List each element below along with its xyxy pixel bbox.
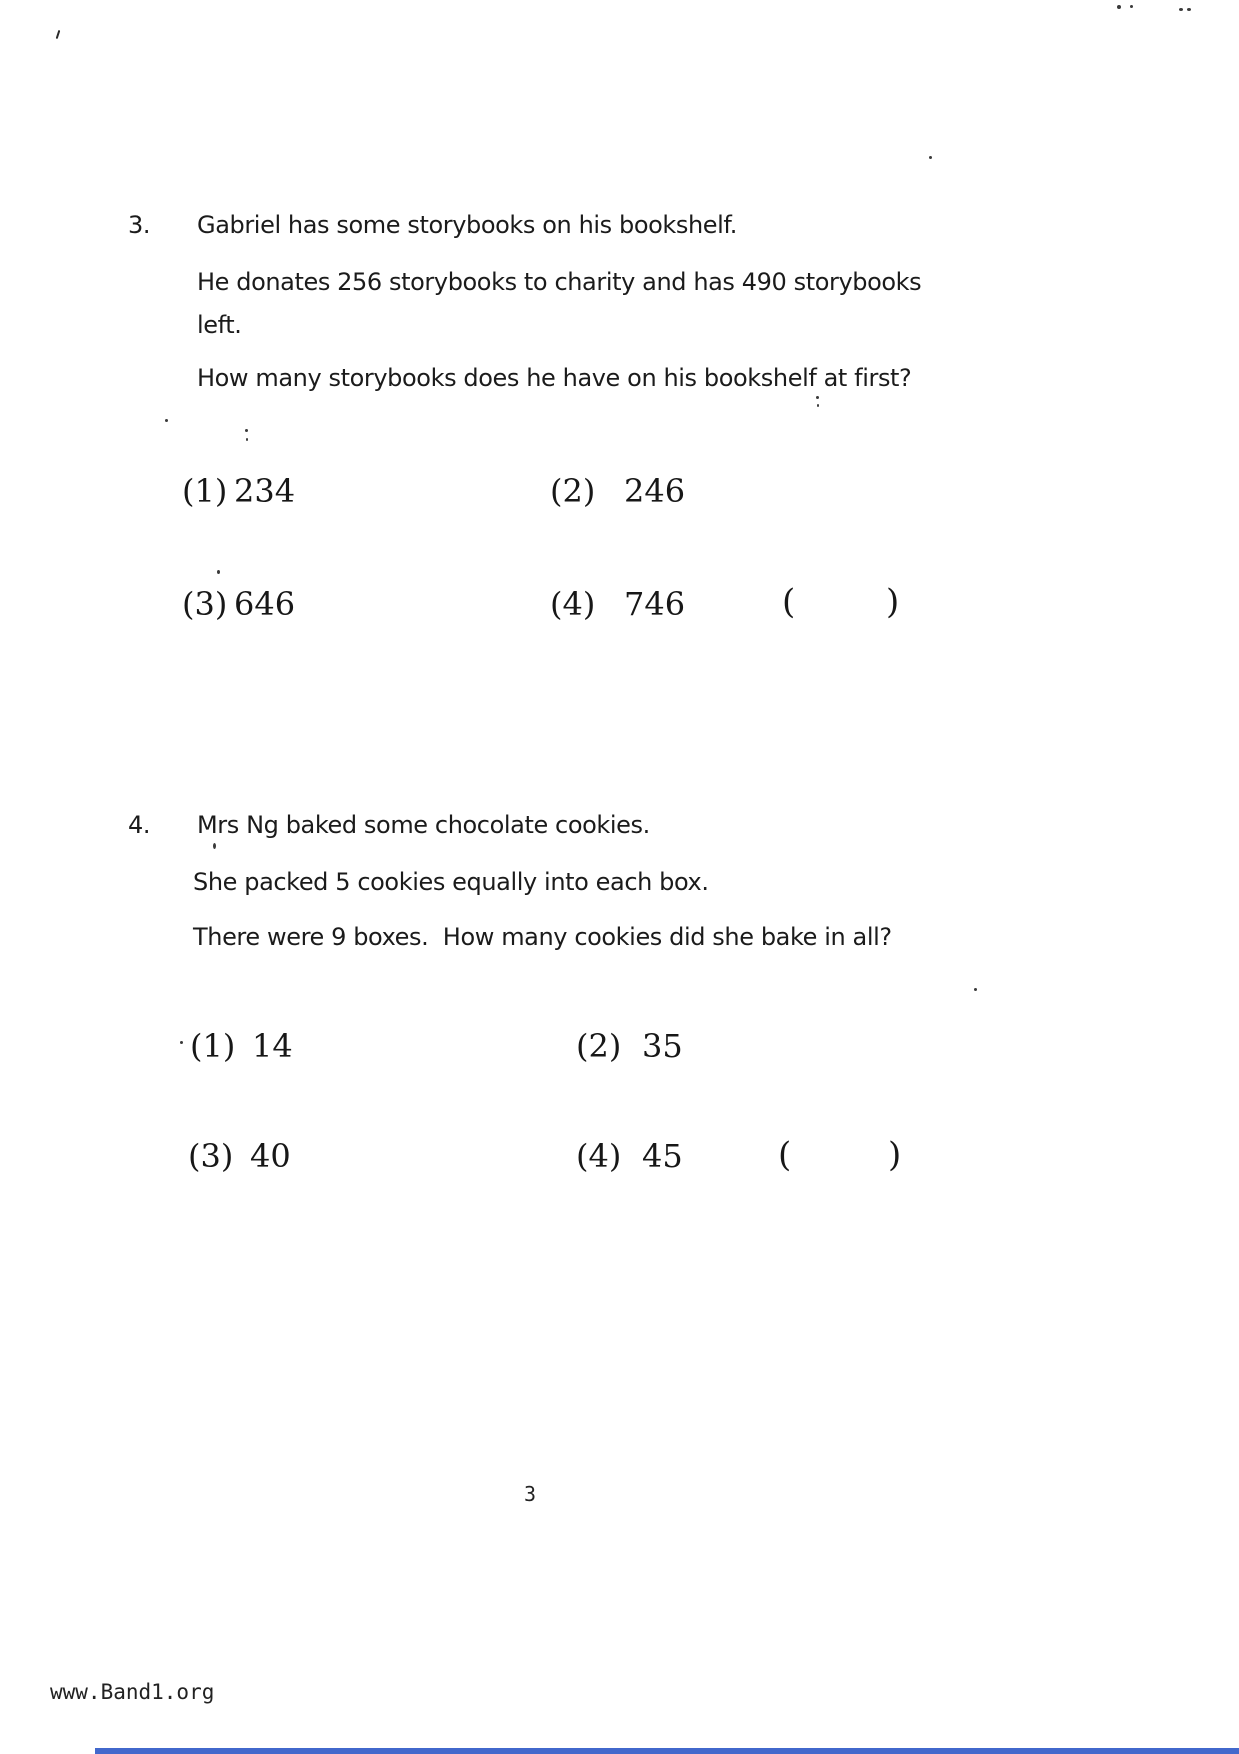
scan-speck bbox=[246, 438, 248, 441]
scan-speck bbox=[816, 396, 819, 399]
question-3-option-1-label: (1) bbox=[182, 472, 228, 510]
question-3-line-3: left. bbox=[197, 311, 242, 339]
question-3-answer-bracket-open: ( bbox=[782, 582, 796, 622]
question-3-line-4: How many storybooks does he have on his bookshelf at first? bbox=[197, 364, 912, 392]
scan-speck bbox=[165, 419, 168, 422]
question-4-option-1-value: 14 bbox=[252, 1027, 293, 1065]
question-4-line-3: There were 9 boxes. How many cookies did she bake in all? bbox=[193, 923, 892, 951]
scan-speck bbox=[1117, 5, 1121, 9]
question-4-option-4-label: (4) bbox=[576, 1137, 622, 1175]
question-4-option-2-value: 35 bbox=[642, 1027, 683, 1065]
question-3-option-4-value: 746 bbox=[624, 585, 686, 623]
scan-edge-bar bbox=[95, 1748, 1239, 1754]
question-4-line-2: She packed 5 cookies equally into each box. bbox=[193, 868, 709, 896]
scan-speck bbox=[1179, 8, 1183, 11]
scan-speck bbox=[817, 404, 819, 407]
scan-speck bbox=[974, 988, 977, 991]
scan-speck bbox=[217, 570, 220, 574]
question-3-option-1-value: 234 bbox=[234, 472, 296, 510]
footer-url: www.Band1.org bbox=[50, 1680, 215, 1704]
scan-speck bbox=[56, 30, 61, 39]
question-3-answer-bracket-close: ) bbox=[886, 582, 900, 622]
page-number: 3 bbox=[524, 1482, 537, 1506]
question-3-line-2: He donates 256 storybooks to charity and has 490 storybooks bbox=[197, 268, 922, 296]
scan-speck bbox=[929, 156, 932, 159]
question-4-line-1: Mrs Ng baked some chocolate cookies. bbox=[197, 811, 650, 839]
question-4-option-2-label: (2) bbox=[576, 1027, 622, 1065]
question-4-option-3-label: (3) bbox=[188, 1137, 234, 1175]
question-4-option-4-value: 45 bbox=[642, 1137, 683, 1175]
question-3-line-1: Gabriel has some storybooks on his bookshelf. bbox=[197, 211, 737, 239]
question-3-option-2-value: 246 bbox=[624, 472, 686, 510]
question-4-answer-bracket-close: ) bbox=[888, 1135, 902, 1175]
scan-speck bbox=[213, 843, 216, 849]
question-4-number: 4. bbox=[128, 811, 151, 839]
question-4-option-3-value: 40 bbox=[250, 1137, 291, 1175]
question-4-option-1-label: (1) bbox=[190, 1027, 236, 1065]
question-3-option-3-value: 646 bbox=[234, 585, 296, 623]
scan-speck bbox=[1187, 8, 1191, 11]
question-3-option-2-label: (2) bbox=[550, 472, 596, 510]
question-3-number: 3. bbox=[128, 211, 151, 239]
scan-speck bbox=[180, 1041, 183, 1044]
question-4-answer-bracket-open: ( bbox=[778, 1135, 792, 1175]
scan-speck bbox=[1130, 5, 1133, 8]
question-3-option-3-label: (3) bbox=[182, 585, 228, 623]
question-3-option-4-label: (4) bbox=[550, 585, 596, 623]
scan-speck bbox=[245, 429, 248, 432]
